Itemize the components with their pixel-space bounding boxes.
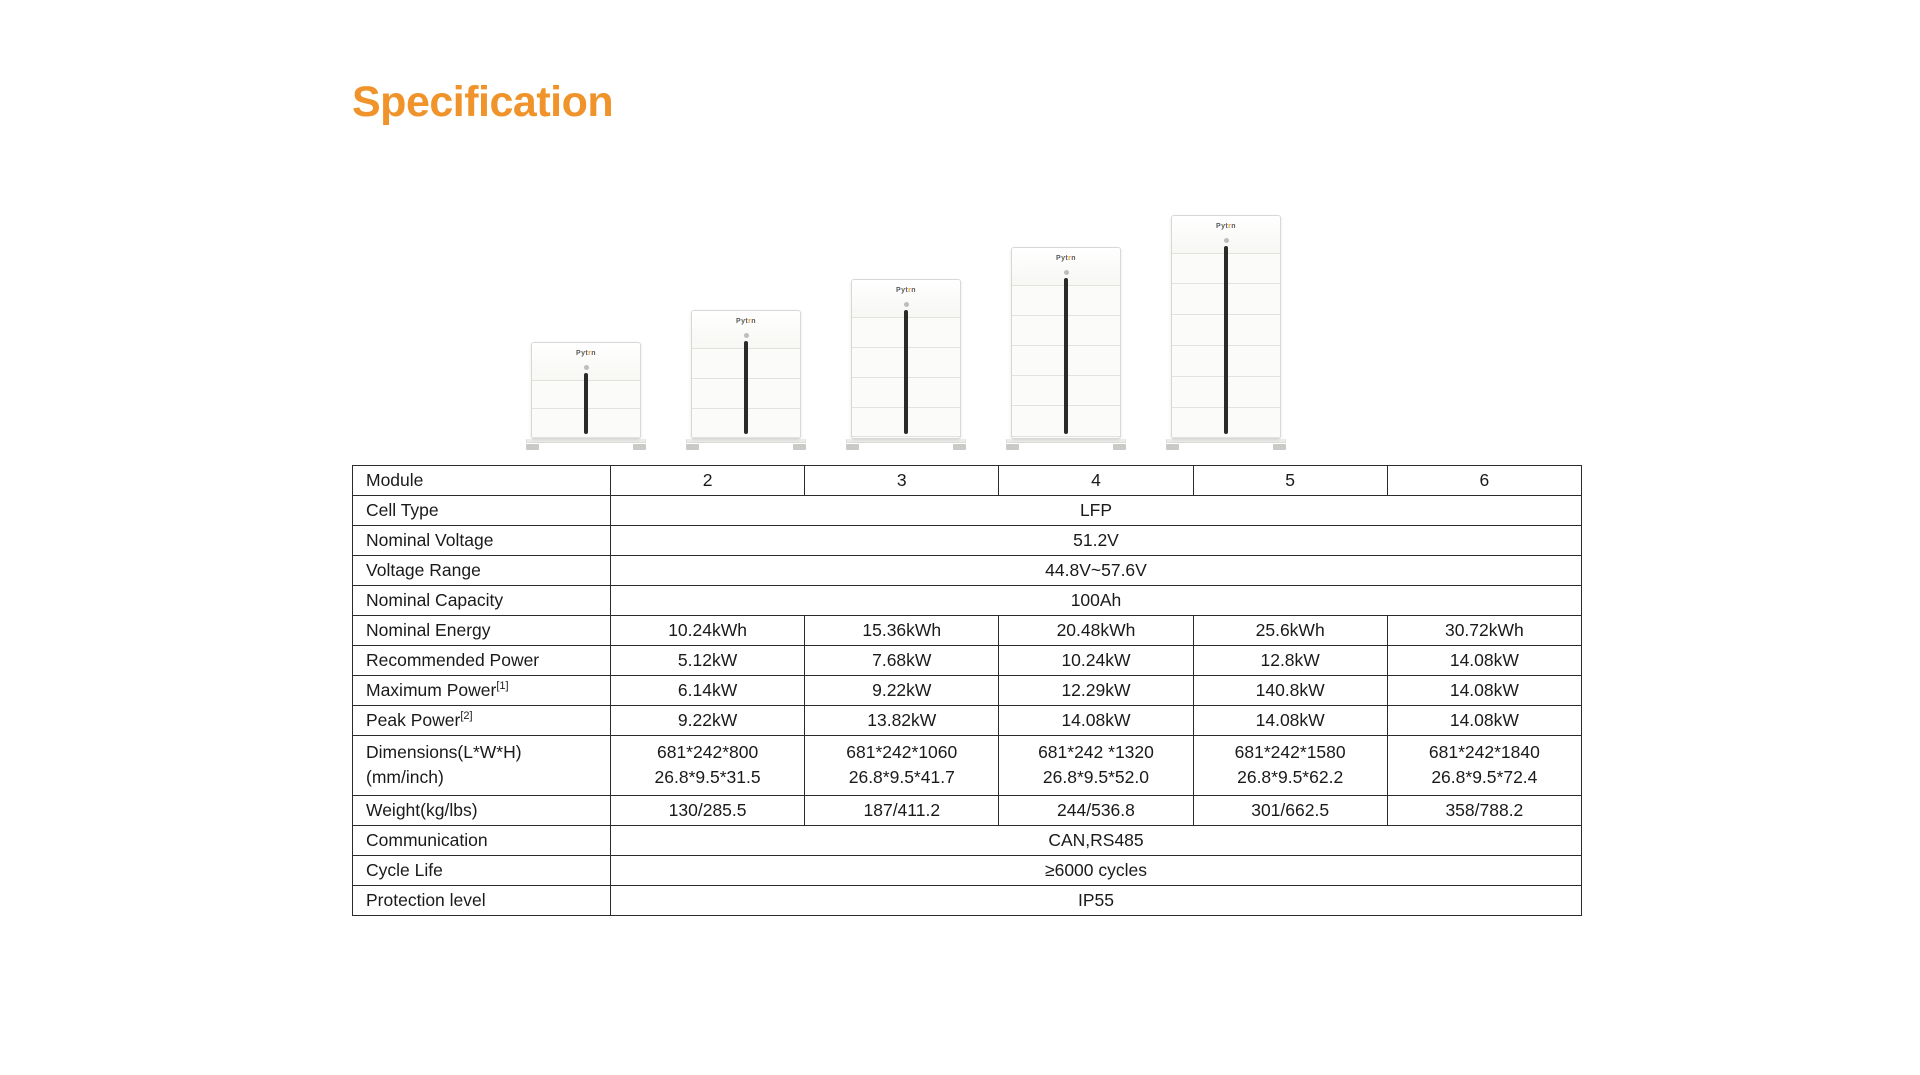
front-strip — [1224, 246, 1228, 434]
cell-recpower-6: 14.08kW — [1387, 646, 1581, 676]
stand-feet — [1002, 443, 1130, 450]
cell-dimensions-2 — [611, 736, 805, 796]
cell-dimensions-4 — [999, 736, 1193, 796]
cell-energy-4: 20.48kWh — [999, 616, 1193, 646]
cell-energy-6: 30.72kWh — [1387, 616, 1581, 646]
dim-inch: 26.8*9.5*62.2 — [1237, 767, 1344, 788]
cell-recpower-5: 12.8kW — [1193, 646, 1387, 676]
status-led-icon — [1224, 238, 1229, 243]
page-title: Specification — [352, 78, 614, 126]
cell-value-span: CAN,RS485 — [611, 825, 1582, 855]
brand-logo: Pytrn — [576, 350, 596, 357]
brand-logo: Pytrn — [736, 318, 756, 325]
table-row-nominal-voltage — [353, 526, 1582, 556]
brand-logo: Pytrn — [1216, 223, 1236, 230]
product-stack-4 — [842, 279, 970, 450]
cell-peakpower-2: 9.22kW — [611, 706, 805, 736]
brand-logo: Pytrn — [1056, 255, 1076, 262]
cell-weight-2: 130/285.5 — [611, 795, 805, 825]
row-label: Protection level — [353, 885, 611, 915]
product-stack-6 — [1162, 215, 1290, 450]
dim-inch: 26.8*9.5*41.7 — [848, 767, 955, 788]
product-stack-2 — [522, 342, 650, 450]
product-stack-3 — [682, 310, 810, 450]
status-led-icon — [1064, 270, 1069, 275]
dim-mm: 681*242*1580 — [1234, 742, 1346, 762]
row-label: Weight(kg/lbs) — [353, 795, 611, 825]
specification-table — [352, 465, 1582, 916]
row-label: Nominal Energy — [353, 616, 611, 646]
table-row-protection-level — [353, 885, 1582, 915]
cell-module-2: 2 — [611, 466, 805, 496]
stand-feet — [842, 443, 970, 450]
stand-feet — [522, 443, 650, 450]
footnote-marker: [2] — [460, 710, 473, 723]
cell-maxpower-5: 140.8kW — [1193, 676, 1387, 706]
cell-dimensions-6 — [1387, 736, 1581, 796]
cell-recpower-2: 5.12kW — [611, 646, 805, 676]
row-label-text: Dimensions(L*W*H) — [366, 742, 522, 762]
cell-module-3: 3 — [805, 466, 999, 496]
cell-weight-4: 244/536.8 — [999, 795, 1193, 825]
product-stack-5 — [1002, 247, 1130, 450]
status-led-icon — [584, 365, 589, 370]
cell-weight-5: 301/662.5 — [1193, 795, 1387, 825]
cell-dimensions-5 — [1193, 736, 1387, 796]
cell-dimensions-3 — [805, 736, 999, 796]
cell-peakpower-5: 14.08kW — [1193, 706, 1387, 736]
front-strip — [1064, 278, 1068, 434]
dim-inch: 26.8*9.5*72.4 — [1431, 767, 1538, 788]
dim-mm: 681*242*1840 — [1428, 742, 1540, 762]
cell-module-6: 6 — [1387, 466, 1581, 496]
front-strip — [584, 373, 588, 434]
cell-weight-6: 358/788.2 — [1387, 795, 1581, 825]
row-label-unit: (mm/inch) — [366, 767, 444, 788]
row-label-text: Maximum Power — [366, 680, 497, 700]
table-row-recommended-power — [353, 646, 1582, 676]
cell-module-4: 4 — [999, 466, 1193, 496]
row-label: Nominal Voltage — [353, 526, 611, 556]
cell-maxpower-4: 12.29kW — [999, 676, 1193, 706]
row-label: Cycle Life — [353, 855, 611, 885]
cell-peakpower-3: 13.82kW — [805, 706, 999, 736]
table-row-nominal-energy — [353, 616, 1582, 646]
cell-energy-3: 15.36kWh — [805, 616, 999, 646]
cell-value-span: ≥6000 cycles — [611, 855, 1582, 885]
cell-maxpower-3: 9.22kW — [805, 676, 999, 706]
table-row-voltage-range — [353, 556, 1582, 586]
row-label: Voltage Range — [353, 556, 611, 586]
table-row-peak-power — [353, 706, 1582, 736]
cell-maxpower-2: 6.14kW — [611, 676, 805, 706]
cell-recpower-4: 10.24kW — [999, 646, 1193, 676]
stand-feet — [682, 443, 810, 450]
cell-energy-5: 25.6kWh — [1193, 616, 1387, 646]
stand-feet — [1162, 443, 1290, 450]
cell-module-5: 5 — [1193, 466, 1387, 496]
row-label: Cell Type — [353, 496, 611, 526]
cell-value-span: 44.8V~57.6V — [611, 556, 1582, 586]
cell-peakpower-6: 14.08kW — [1387, 706, 1581, 736]
row-label: Nominal Capacity — [353, 586, 611, 616]
table-row-cell-type — [353, 496, 1582, 526]
row-label-text: Peak Power — [366, 710, 461, 730]
footnote-marker: [1] — [496, 680, 509, 693]
brand-logo: Pytrn — [896, 287, 916, 294]
cell-value-span: LFP — [611, 496, 1582, 526]
cell-energy-2: 10.24kWh — [611, 616, 805, 646]
table-body — [353, 466, 1582, 916]
row-label — [353, 706, 611, 736]
table-row-weight — [353, 795, 1582, 825]
cell-value-span: IP55 — [611, 885, 1582, 915]
product-image-row — [352, 150, 1582, 450]
dim-mm: 681*242*800 — [656, 742, 759, 762]
table-row-maximum-power — [353, 676, 1582, 706]
dim-inch: 26.8*9.5*31.5 — [654, 767, 761, 788]
row-label — [353, 736, 611, 796]
cell-maxpower-6: 14.08kW — [1387, 676, 1581, 706]
row-label: Module — [353, 466, 611, 496]
dim-mm: 681*242 *1320 — [1038, 742, 1154, 762]
dim-mm: 681*242*1060 — [846, 742, 958, 762]
cell-recpower-3: 7.68kW — [805, 646, 999, 676]
table-row-dimensions — [353, 736, 1582, 796]
cell-peakpower-4: 14.08kW — [999, 706, 1193, 736]
status-led-icon — [744, 333, 749, 338]
cell-value-span: 51.2V — [611, 526, 1582, 556]
cell-weight-3: 187/411.2 — [805, 795, 999, 825]
table-row-module — [353, 466, 1582, 496]
dim-inch: 26.8*9.5*52.0 — [1042, 767, 1149, 788]
row-label — [353, 676, 611, 706]
table-row-communication — [353, 825, 1582, 855]
status-led-icon — [904, 302, 909, 307]
cell-value-span: 100Ah — [611, 586, 1582, 616]
table-row-nominal-capacity — [353, 586, 1582, 616]
table-row-cycle-life — [353, 855, 1582, 885]
front-strip — [904, 310, 908, 434]
front-strip — [744, 341, 748, 434]
row-label: Recommended Power — [353, 646, 611, 676]
row-label: Communication — [353, 825, 611, 855]
